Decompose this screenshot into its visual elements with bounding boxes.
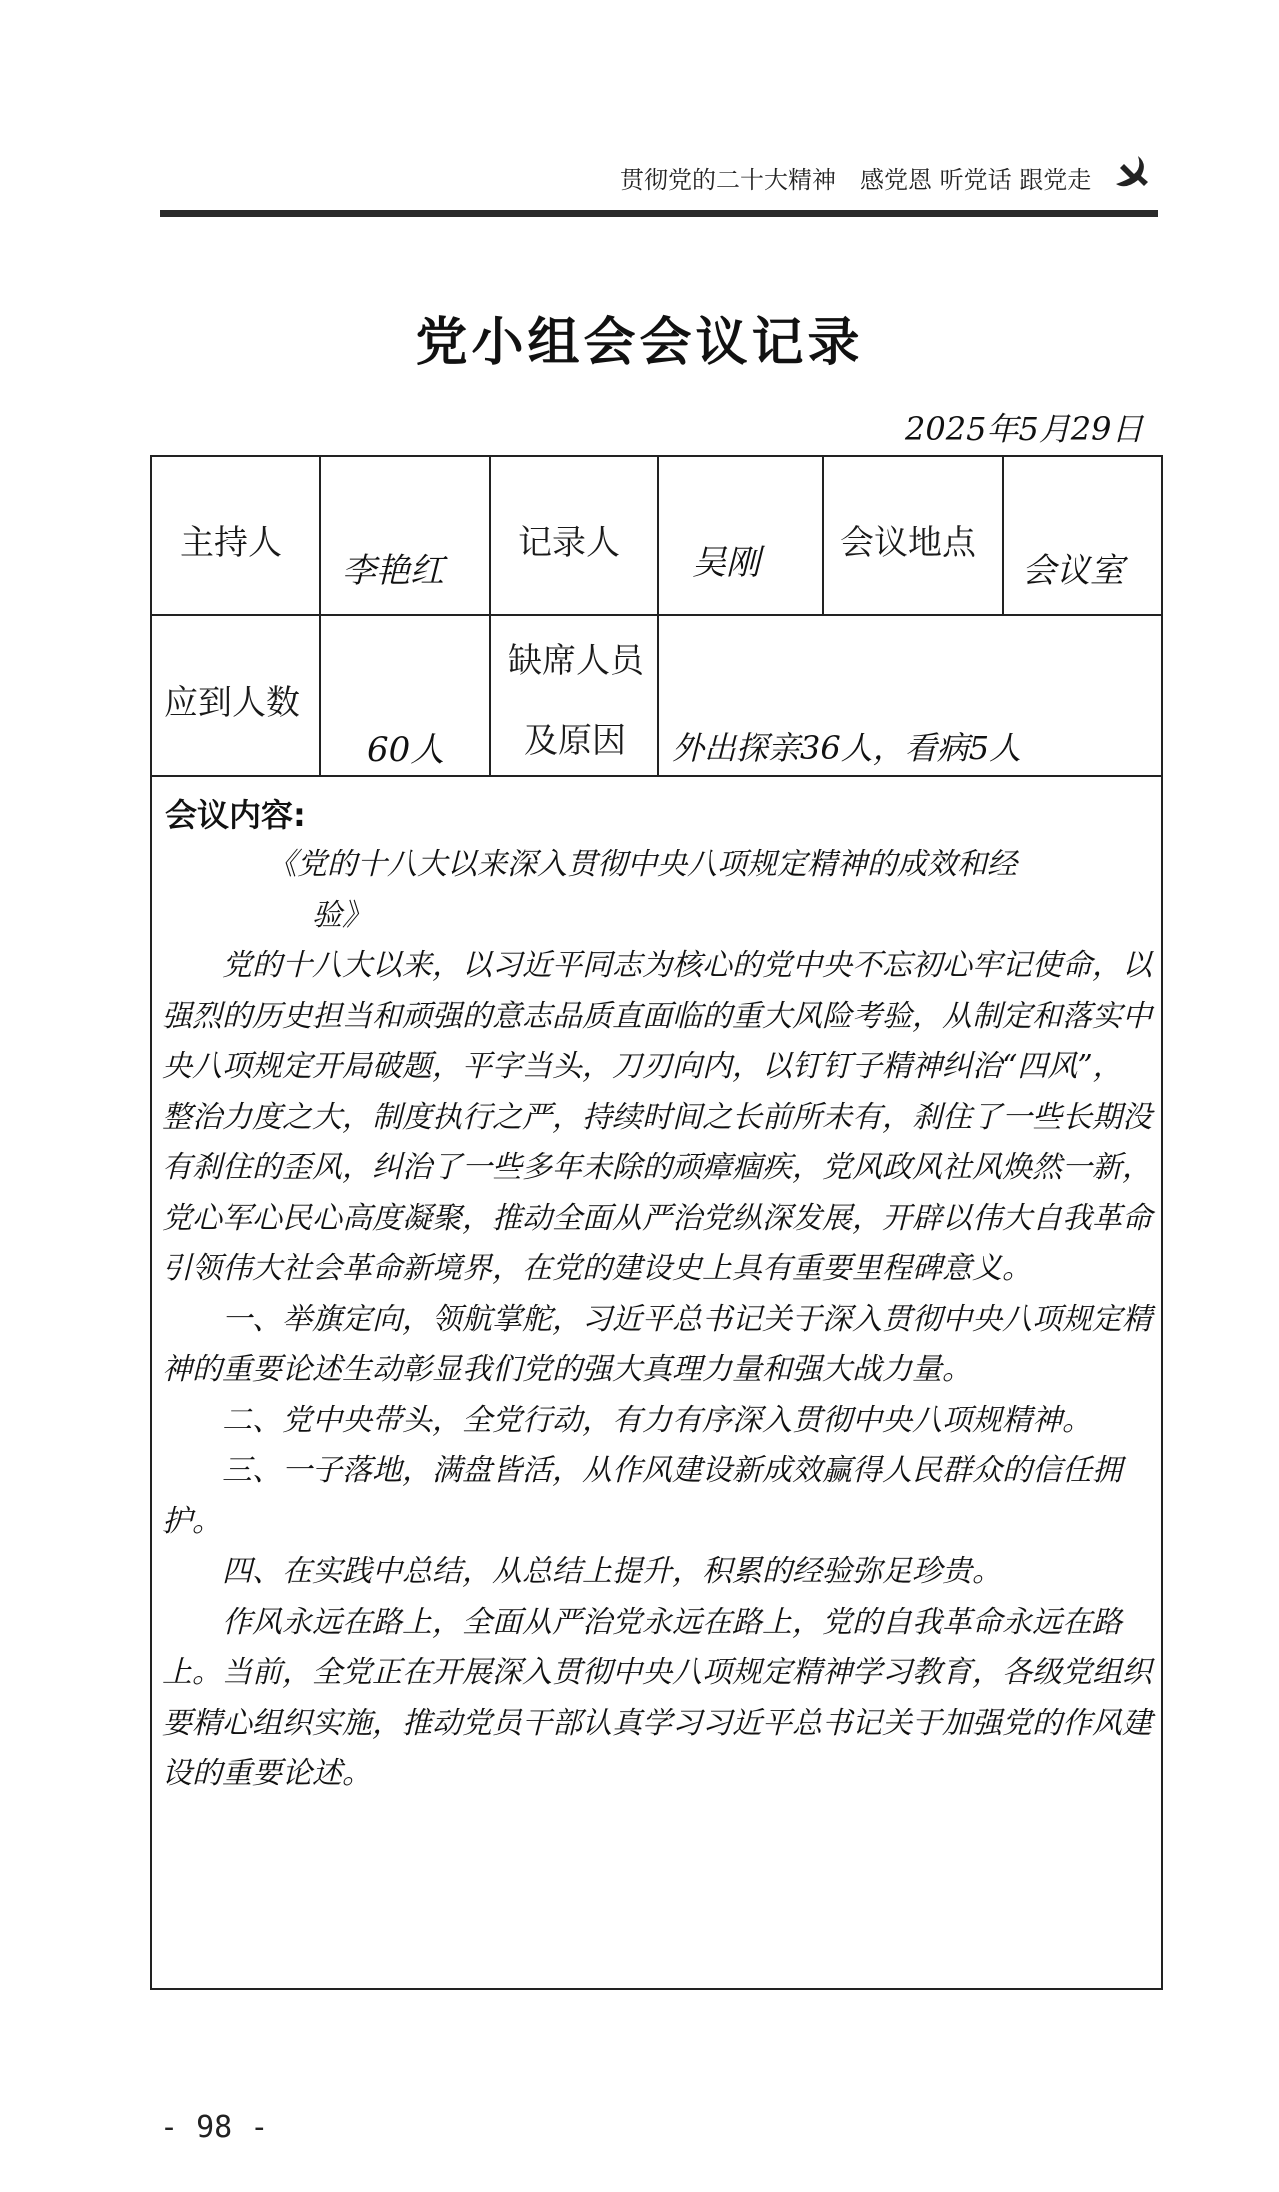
col-divider: [489, 457, 491, 775]
content-paragraph: 二、党中央带头，全党行动，有力有序深入贯彻中央八项规精神。: [222, 1402, 1092, 1438]
page-title: 党小组会会议记录: [415, 312, 864, 373]
content-paragraph: 作风永远在路上，全面从严治党永远在路上，党的自我革命永远在路上。当前，全党正在开展深入贯彻中央八项规定精神学习教育，各级党组织要精心组织实施，推动党员干部认真学习习近平总书记关于加强党的作风建设的重要论述。: [162, 1604, 1152, 1791]
row-divider: [152, 775, 1161, 777]
content-label: 会议内容:: [165, 796, 306, 834]
col-divider: [1002, 457, 1004, 614]
col-divider: [319, 457, 321, 775]
expected-count-value: 60人: [367, 730, 445, 770]
col-divider: [657, 457, 659, 775]
col-divider: [822, 457, 824, 614]
content-paragraph: 党的十八大以来，以习近平同志为核心的党中央不忘初心牢记使命，以强烈的历史担当和顽强的意志品质直面临的重大风险考验，从制定和落实中央八项规定开局破题，平字当头，刀刃向内，以钉钉子精神纠治“四风”，整治力度之大，制度执行之严，持续时间之长前所未有，刹住了一些长期没有刹住的歪风，纠治了一些多年未除的顽瘴痼疾，党风政风社风焕然一新，党心军心民心高度凝聚，推动全面从严治党纵深发展，开辟以伟大自我革命引领伟大社会革命新境界，在党的建设史上具有重要里程碑意义。: [162, 948, 1152, 1286]
content-paragraph: 四、在实践中总结，从总结上提升，积累的经验弥足珍贵。: [222, 1554, 1002, 1589]
header-rule: [160, 210, 1158, 217]
host-value: 李艳红: [342, 551, 444, 591]
location-label: 会议地点: [840, 523, 976, 563]
location-value: 会议室: [1022, 551, 1124, 591]
topic-line: 《党的十八大以来深入贯彻中央八项规定精神的成效和经: [267, 847, 1017, 882]
header-slogan: 贯彻党的二十大精神 感党恩 听党话 跟党走: [620, 166, 1092, 194]
meeting-date: 2025年5月29日: [905, 410, 1144, 448]
absent-label-line2: 及原因: [524, 721, 626, 761]
content-paragraph: 一、举旗定向，领航掌舵，习近平总书记关于深入贯彻中央八项规定精神的重要论述生动彰显我们党的强大真理力量和强大战力量。: [162, 1301, 1152, 1387]
absent-label-line1: 缺席人员: [508, 641, 644, 681]
absent-reason-value: 外出探亲36人，看病5人: [672, 729, 1022, 767]
host-label: 主持人: [180, 523, 282, 563]
expected-count-label: 应到人数: [164, 683, 300, 723]
topic-line: 验》: [312, 897, 372, 933]
recorder-label: 记录人: [518, 523, 620, 563]
recorder-value: 吴刚: [692, 543, 760, 583]
party-emblem-icon: [1108, 150, 1154, 196]
content-paragraph: 三、一子落地，满盘皆活，从作风建设新成效赢得人民群众的信任拥护。: [162, 1453, 1122, 1539]
page-number: - 98 -: [160, 2110, 269, 2145]
meeting-content: [162, 840, 1152, 1800]
